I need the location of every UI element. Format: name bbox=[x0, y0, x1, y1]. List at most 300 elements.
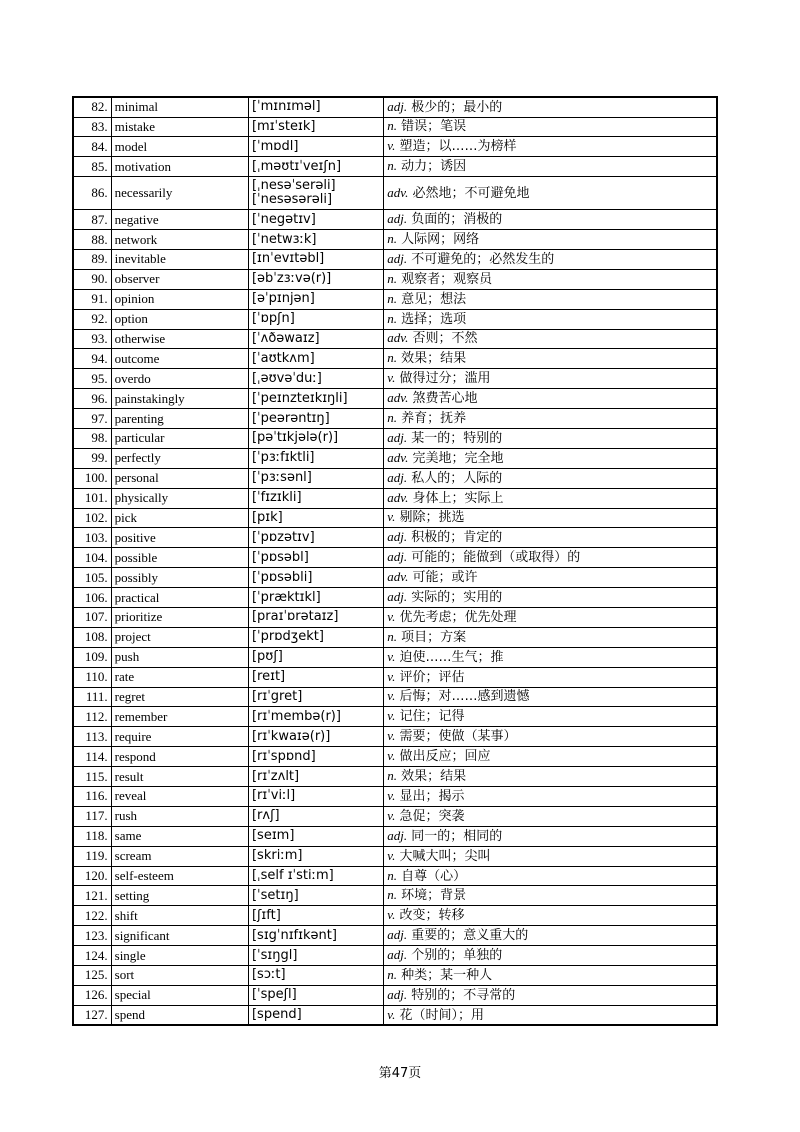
meaning-text: 必然地；不可避免地 bbox=[408, 185, 530, 201]
word-cell: single bbox=[111, 946, 248, 966]
word-cell: scream bbox=[111, 846, 248, 866]
definition-cell bbox=[384, 157, 717, 177]
phonetic-cell: [ˈpeɪnzteɪkɪŋli] bbox=[248, 389, 383, 409]
part-of-speech: adj. bbox=[387, 549, 408, 565]
table-row bbox=[73, 97, 717, 117]
word-cell: significant bbox=[111, 926, 248, 946]
table-row bbox=[73, 767, 717, 787]
meaning-text: 优先考虑；优先处理 bbox=[395, 609, 517, 625]
row-number: 115. bbox=[73, 767, 111, 787]
row-number: 112. bbox=[73, 707, 111, 727]
table-row bbox=[73, 1005, 717, 1025]
table-row bbox=[73, 249, 717, 269]
phonetic-cell: [ˈfɪzɪkli] bbox=[248, 488, 383, 508]
meaning-text: 自尊（心） bbox=[397, 868, 467, 884]
meaning-text: 完美地；完全地 bbox=[408, 450, 504, 466]
table-row bbox=[73, 309, 717, 329]
row-number: 110. bbox=[73, 667, 111, 687]
phonetic-cell: [rɪˈmembə(r)] bbox=[248, 707, 383, 727]
word-cell: setting bbox=[111, 886, 248, 906]
definition-cell bbox=[384, 687, 717, 707]
phonetic-cell: [skriːm] bbox=[248, 846, 383, 866]
phonetic-cell: [ˈpeərəntɪŋ] bbox=[248, 409, 383, 429]
part-of-speech: v. bbox=[387, 668, 396, 684]
definition-cell bbox=[384, 747, 717, 767]
word-cell: respond bbox=[111, 747, 248, 767]
part-of-speech: n. bbox=[387, 867, 398, 883]
part-of-speech: adv. bbox=[387, 449, 409, 465]
meaning-text: 动力；诱因 bbox=[397, 159, 467, 175]
table-row bbox=[73, 687, 717, 707]
meaning-text: 环境；背景 bbox=[397, 888, 467, 904]
row-number: 119. bbox=[73, 846, 111, 866]
word-cell: opinion bbox=[111, 289, 248, 309]
word-cell: sort bbox=[111, 966, 248, 986]
word-cell: network bbox=[111, 230, 248, 250]
phonetic-cell: [əbˈzɜːvə(r)] bbox=[248, 269, 383, 289]
meaning-text: 私人的；人际的 bbox=[407, 470, 503, 486]
word-cell: practical bbox=[111, 588, 248, 608]
phonetic-cell: [ˈnetwɜːk] bbox=[248, 230, 383, 250]
table-row bbox=[73, 647, 717, 667]
table-row bbox=[73, 627, 717, 647]
definition-cell bbox=[384, 289, 717, 309]
meaning-text: 种类；某一种人 bbox=[397, 967, 493, 983]
definition-cell bbox=[384, 117, 717, 137]
table-row bbox=[73, 349, 717, 369]
row-number: 109. bbox=[73, 647, 111, 667]
meaning-text: 否则；不然 bbox=[408, 331, 478, 347]
word-cell: pick bbox=[111, 508, 248, 528]
phonetic-cell: [spend] bbox=[248, 1005, 383, 1025]
phonetic-cell: [ˈpræktɪkl] bbox=[248, 588, 383, 608]
definition-cell bbox=[384, 926, 717, 946]
row-number: 121. bbox=[73, 886, 111, 906]
definition-cell bbox=[384, 966, 717, 986]
row-number: 125. bbox=[73, 966, 111, 986]
table-row bbox=[73, 886, 717, 906]
row-number: 113. bbox=[73, 727, 111, 747]
definition-cell bbox=[384, 627, 717, 647]
table-row bbox=[73, 117, 717, 137]
definition-cell bbox=[384, 985, 717, 1005]
table-row bbox=[73, 568, 717, 588]
definition-cell bbox=[384, 349, 717, 369]
definition-cell bbox=[384, 667, 717, 687]
row-number: 123. bbox=[73, 926, 111, 946]
table-row bbox=[73, 846, 717, 866]
word-cell: prioritize bbox=[111, 607, 248, 627]
part-of-speech: v. bbox=[387, 509, 396, 525]
part-of-speech: v. bbox=[387, 787, 396, 803]
part-of-speech: n. bbox=[387, 310, 398, 326]
word-cell: rush bbox=[111, 806, 248, 826]
page-number: 第47页 bbox=[378, 1066, 422, 1081]
word-cell: physically bbox=[111, 488, 248, 508]
meaning-text: 评价；评估 bbox=[395, 669, 465, 685]
table-row bbox=[73, 946, 717, 966]
phonetic-cell: [ˈpɜːsənl] bbox=[248, 468, 383, 488]
meaning-text: 塑造；以……为榜样 bbox=[395, 139, 517, 155]
meaning-text: 做出反应；回应 bbox=[395, 749, 491, 765]
definition-cell bbox=[384, 249, 717, 269]
definition-cell bbox=[384, 866, 717, 886]
table-row bbox=[73, 747, 717, 767]
definition-cell bbox=[384, 97, 717, 117]
row-number: 122. bbox=[73, 906, 111, 926]
word-cell: outcome bbox=[111, 349, 248, 369]
phonetic-cell: [rɪˈkwaɪə(r)] bbox=[248, 727, 383, 747]
part-of-speech: n. bbox=[387, 887, 398, 903]
definition-cell bbox=[384, 508, 717, 528]
word-cell: possible bbox=[111, 548, 248, 568]
row-number: 95. bbox=[73, 369, 111, 389]
row-number: 111. bbox=[73, 687, 111, 707]
part-of-speech: adv. bbox=[387, 330, 409, 346]
part-of-speech: adj. bbox=[387, 469, 408, 485]
definition-cell bbox=[384, 568, 717, 588]
word-cell: motivation bbox=[111, 157, 248, 177]
meaning-text: 人际网；网络 bbox=[397, 232, 480, 247]
word-cell: same bbox=[111, 826, 248, 846]
table-row bbox=[73, 488, 717, 508]
part-of-speech: adv. bbox=[387, 390, 409, 406]
table-row bbox=[73, 787, 717, 807]
phonetic-cell: [ˈnegətɪv] bbox=[248, 210, 383, 230]
definition-cell bbox=[384, 488, 717, 508]
vocabulary-table-body bbox=[73, 97, 717, 1025]
meaning-text: 项目；方案 bbox=[397, 629, 467, 645]
definition-cell bbox=[384, 428, 717, 448]
meaning-text: 养育；抚养 bbox=[397, 411, 467, 427]
definition-cell bbox=[384, 826, 717, 846]
definition-cell bbox=[384, 886, 717, 906]
table-row bbox=[73, 177, 717, 210]
part-of-speech: v. bbox=[387, 370, 396, 386]
part-of-speech: adj. bbox=[387, 827, 408, 843]
definition-cell bbox=[384, 269, 717, 289]
phonetic-cell: [ˌnesəˈserəli] [ˈnesəsərəli] bbox=[248, 177, 383, 210]
row-number: 102. bbox=[73, 508, 111, 528]
phonetic-cell: [seɪm] bbox=[248, 826, 383, 846]
phonetic-cell: [pʊʃ] bbox=[248, 647, 383, 667]
definition-cell bbox=[384, 946, 717, 966]
part-of-speech: n. bbox=[387, 118, 398, 134]
definition-cell bbox=[384, 548, 717, 568]
definition-cell bbox=[384, 787, 717, 807]
meaning-text: 改变；转移 bbox=[395, 908, 465, 924]
meaning-text: 急促；突袭 bbox=[395, 808, 465, 824]
definition-cell bbox=[384, 607, 717, 627]
row-number: 106. bbox=[73, 588, 111, 608]
part-of-speech: n. bbox=[387, 158, 398, 174]
part-of-speech: adj. bbox=[387, 429, 408, 445]
phonetic-cell: [sɪgˈnɪfɪkənt] bbox=[248, 926, 383, 946]
meaning-text: 做得过分；滥用 bbox=[395, 371, 491, 387]
part-of-speech: n. bbox=[387, 966, 398, 982]
row-number: 99. bbox=[73, 448, 111, 468]
word-cell: particular bbox=[111, 428, 248, 448]
row-number: 86. bbox=[73, 177, 111, 210]
row-number: 116. bbox=[73, 787, 111, 807]
row-number: 96. bbox=[73, 389, 111, 409]
table-row bbox=[73, 926, 717, 946]
part-of-speech: n. bbox=[387, 350, 398, 366]
definition-cell bbox=[384, 210, 717, 230]
definition-cell bbox=[384, 906, 717, 926]
part-of-speech: adj. bbox=[387, 927, 408, 943]
meaning-text: 剔除；挑选 bbox=[395, 510, 465, 526]
definition-cell bbox=[384, 309, 717, 329]
table-row bbox=[73, 508, 717, 528]
word-cell: minimal bbox=[111, 97, 248, 117]
row-number: 108. bbox=[73, 627, 111, 647]
part-of-speech: v. bbox=[387, 807, 396, 823]
meaning-text: 身体上；实际上 bbox=[408, 490, 504, 506]
table-row bbox=[73, 329, 717, 349]
row-number: 124. bbox=[73, 946, 111, 966]
row-number: 107. bbox=[73, 607, 111, 627]
meaning-text: 观察者；观察员 bbox=[397, 271, 493, 287]
meaning-text: 错误；笔误 bbox=[397, 119, 467, 135]
row-number: 120. bbox=[73, 866, 111, 886]
definition-cell bbox=[384, 177, 717, 210]
definition-cell bbox=[384, 767, 717, 787]
word-cell: reveal bbox=[111, 787, 248, 807]
word-cell: regret bbox=[111, 687, 248, 707]
meaning-text: 需要；使做（某事） bbox=[395, 729, 517, 745]
phonetic-cell: [reɪt] bbox=[248, 667, 383, 687]
definition-cell bbox=[384, 1005, 717, 1025]
word-cell: option bbox=[111, 309, 248, 329]
phonetic-cell: [ˈmɒdl] bbox=[248, 137, 383, 157]
row-number: 88. bbox=[73, 230, 111, 250]
part-of-speech: v. bbox=[387, 748, 396, 764]
phonetic-cell: [ˌself ɪˈstiːm] bbox=[248, 866, 383, 886]
meaning-text: 迫使……生气；推 bbox=[395, 649, 504, 665]
part-of-speech: v. bbox=[387, 138, 396, 154]
phonetic-cell: [ˈsetɪŋ] bbox=[248, 886, 383, 906]
meaning-text: 可能；或许 bbox=[408, 570, 478, 586]
phonetic-cell: [rʌʃ] bbox=[248, 806, 383, 826]
phonetic-cell: [praɪˈɒrətaɪz] bbox=[248, 607, 383, 627]
phonetic-cell: [ˈmɪnɪməl] bbox=[248, 97, 383, 117]
row-number: 82. bbox=[73, 97, 111, 117]
phonetic-cell: [rɪˈgret] bbox=[248, 687, 383, 707]
phonetic-cell: [ˈɒpʃn] bbox=[248, 309, 383, 329]
row-number: 92. bbox=[73, 309, 111, 329]
row-number: 100. bbox=[73, 468, 111, 488]
part-of-speech: n. bbox=[387, 628, 398, 644]
part-of-speech: adj. bbox=[387, 211, 408, 227]
phonetic-cell: [mɪˈsteɪk] bbox=[248, 117, 383, 137]
phonetic-cell: [rɪˈspɒnd] bbox=[248, 747, 383, 767]
row-number: 114. bbox=[73, 747, 111, 767]
meaning-text: 煞费苦心地 bbox=[408, 391, 478, 407]
word-cell: special bbox=[111, 985, 248, 1005]
row-number: 83. bbox=[73, 117, 111, 137]
definition-cell bbox=[384, 727, 717, 747]
definition-cell bbox=[384, 230, 717, 250]
row-number: 126. bbox=[73, 985, 111, 1005]
part-of-speech: n. bbox=[387, 290, 398, 306]
phonetic-cell: [rɪˈviːl] bbox=[248, 787, 383, 807]
part-of-speech: v. bbox=[387, 907, 396, 923]
phonetic-cell: [əˈpɪnjən] bbox=[248, 289, 383, 309]
table-row bbox=[73, 389, 717, 409]
meaning-text: 特别的；不寻常的 bbox=[407, 987, 516, 1003]
table-row bbox=[73, 548, 717, 568]
word-cell: negative bbox=[111, 210, 248, 230]
row-number: 104. bbox=[73, 548, 111, 568]
table-row bbox=[73, 289, 717, 309]
row-number: 90. bbox=[73, 269, 111, 289]
table-row bbox=[73, 588, 717, 608]
table-row bbox=[73, 428, 717, 448]
meaning-text: 记住；记得 bbox=[395, 709, 465, 725]
row-number: 89. bbox=[73, 249, 111, 269]
table-row bbox=[73, 806, 717, 826]
word-cell: mistake bbox=[111, 117, 248, 137]
part-of-speech: v. bbox=[387, 648, 396, 664]
definition-cell bbox=[384, 846, 717, 866]
word-cell: inevitable bbox=[111, 249, 248, 269]
part-of-speech: adv. bbox=[387, 184, 409, 200]
part-of-speech: v. bbox=[387, 608, 396, 624]
meaning-text: 个别的；单独的 bbox=[407, 948, 503, 964]
table-row bbox=[73, 157, 717, 177]
row-number: 91. bbox=[73, 289, 111, 309]
word-cell: perfectly bbox=[111, 448, 248, 468]
meaning-text: 后悔；对……感到遗憾 bbox=[395, 689, 530, 705]
table-row bbox=[73, 409, 717, 429]
definition-cell bbox=[384, 137, 717, 157]
phonetic-cell: [ɪnˈevɪtəbl] bbox=[248, 249, 383, 269]
table-row bbox=[73, 137, 717, 157]
word-cell: self-esteem bbox=[111, 866, 248, 886]
phonetic-cell: [rɪˈzʌlt] bbox=[248, 767, 383, 787]
row-number: 98. bbox=[73, 428, 111, 448]
table-row bbox=[73, 985, 717, 1005]
row-number: 117. bbox=[73, 806, 111, 826]
meaning-text: 负面的；消极的 bbox=[407, 212, 503, 228]
vocabulary-table bbox=[72, 96, 718, 1026]
definition-cell bbox=[384, 369, 717, 389]
row-number: 118. bbox=[73, 826, 111, 846]
part-of-speech: n. bbox=[387, 768, 398, 784]
table-row bbox=[73, 448, 717, 468]
word-cell: project bbox=[111, 627, 248, 647]
word-cell: require bbox=[111, 727, 248, 747]
part-of-speech: v. bbox=[387, 708, 396, 724]
table-row bbox=[73, 707, 717, 727]
meaning-text: 可能的；能做到（或取得）的 bbox=[407, 550, 581, 566]
meaning-text: 意见；想法 bbox=[397, 291, 467, 307]
meaning-text: 花（时间）；用 bbox=[395, 1007, 484, 1023]
part-of-speech: adj. bbox=[387, 986, 408, 1002]
definition-cell bbox=[384, 588, 717, 608]
word-cell: positive bbox=[111, 528, 248, 548]
table-row bbox=[73, 468, 717, 488]
word-cell: spend bbox=[111, 1005, 248, 1025]
meaning-text: 实际的；实用的 bbox=[407, 590, 503, 606]
word-cell: remember bbox=[111, 707, 248, 727]
meaning-text: 不可避免的；必然发生的 bbox=[407, 251, 555, 267]
definition-cell bbox=[384, 468, 717, 488]
meaning-text: 重要的；意义重大的 bbox=[407, 928, 529, 944]
part-of-speech: adv. bbox=[387, 569, 409, 585]
word-cell: otherwise bbox=[111, 329, 248, 349]
row-number: 97. bbox=[73, 409, 111, 429]
phonetic-cell: [ˈspeʃl] bbox=[248, 985, 383, 1005]
meaning-text: 积极的；肯定的 bbox=[407, 530, 503, 546]
meaning-text: 某一的；特别的 bbox=[407, 430, 503, 446]
row-number: 101. bbox=[73, 488, 111, 508]
part-of-speech: adj. bbox=[387, 250, 408, 266]
phonetic-cell: [pəˈtɪkjələ(r)] bbox=[248, 428, 383, 448]
definition-cell bbox=[384, 409, 717, 429]
part-of-speech: n. bbox=[387, 270, 398, 286]
definition-cell bbox=[384, 647, 717, 667]
definition-cell bbox=[384, 806, 717, 826]
row-number: 127. bbox=[73, 1005, 111, 1025]
phonetic-cell: [ˈprɒdʒekt] bbox=[248, 627, 383, 647]
part-of-speech: n. bbox=[387, 410, 398, 426]
table-row bbox=[73, 966, 717, 986]
table-row bbox=[73, 826, 717, 846]
table-row bbox=[73, 230, 717, 250]
word-cell: overdo bbox=[111, 369, 248, 389]
row-number: 105. bbox=[73, 568, 111, 588]
part-of-speech: adj. bbox=[387, 589, 408, 605]
word-cell: model bbox=[111, 137, 248, 157]
phonetic-cell: [ˌəʊvəˈduː] bbox=[248, 369, 383, 389]
phonetic-cell: [sɔːt] bbox=[248, 966, 383, 986]
phonetic-cell: [ˈsɪŋgl] bbox=[248, 946, 383, 966]
table-row bbox=[73, 667, 717, 687]
word-cell: painstakingly bbox=[111, 389, 248, 409]
row-number: 103. bbox=[73, 528, 111, 548]
word-cell: push bbox=[111, 647, 248, 667]
table-row bbox=[73, 369, 717, 389]
word-cell: result bbox=[111, 767, 248, 787]
word-cell: parenting bbox=[111, 409, 248, 429]
meaning-text: 显出；揭示 bbox=[395, 788, 465, 804]
phonetic-cell: [ˈpɒsəbl] bbox=[248, 548, 383, 568]
phonetic-cell: [pɪk] bbox=[248, 508, 383, 528]
word-cell: personal bbox=[111, 468, 248, 488]
meaning-text: 效果；结果 bbox=[397, 769, 467, 785]
word-cell: rate bbox=[111, 667, 248, 687]
definition-cell bbox=[384, 707, 717, 727]
meaning-text: 同一的；相同的 bbox=[407, 828, 503, 844]
part-of-speech: adv. bbox=[387, 489, 409, 505]
row-number: 85. bbox=[73, 157, 111, 177]
part-of-speech: v. bbox=[387, 847, 396, 863]
table-row bbox=[73, 269, 717, 289]
part-of-speech: n. bbox=[387, 231, 398, 246]
table-row bbox=[73, 906, 717, 926]
definition-cell bbox=[384, 329, 717, 349]
table-row bbox=[73, 866, 717, 886]
table-row bbox=[73, 607, 717, 627]
row-number: 94. bbox=[73, 349, 111, 369]
meaning-text: 极少的；最小的 bbox=[407, 99, 503, 115]
word-cell: necessarily bbox=[111, 177, 248, 210]
part-of-speech: v. bbox=[387, 728, 396, 744]
phonetic-cell: [ˌməʊtɪˈveɪʃn] bbox=[248, 157, 383, 177]
phonetic-cell: [ˈaʊtkʌm] bbox=[248, 349, 383, 369]
